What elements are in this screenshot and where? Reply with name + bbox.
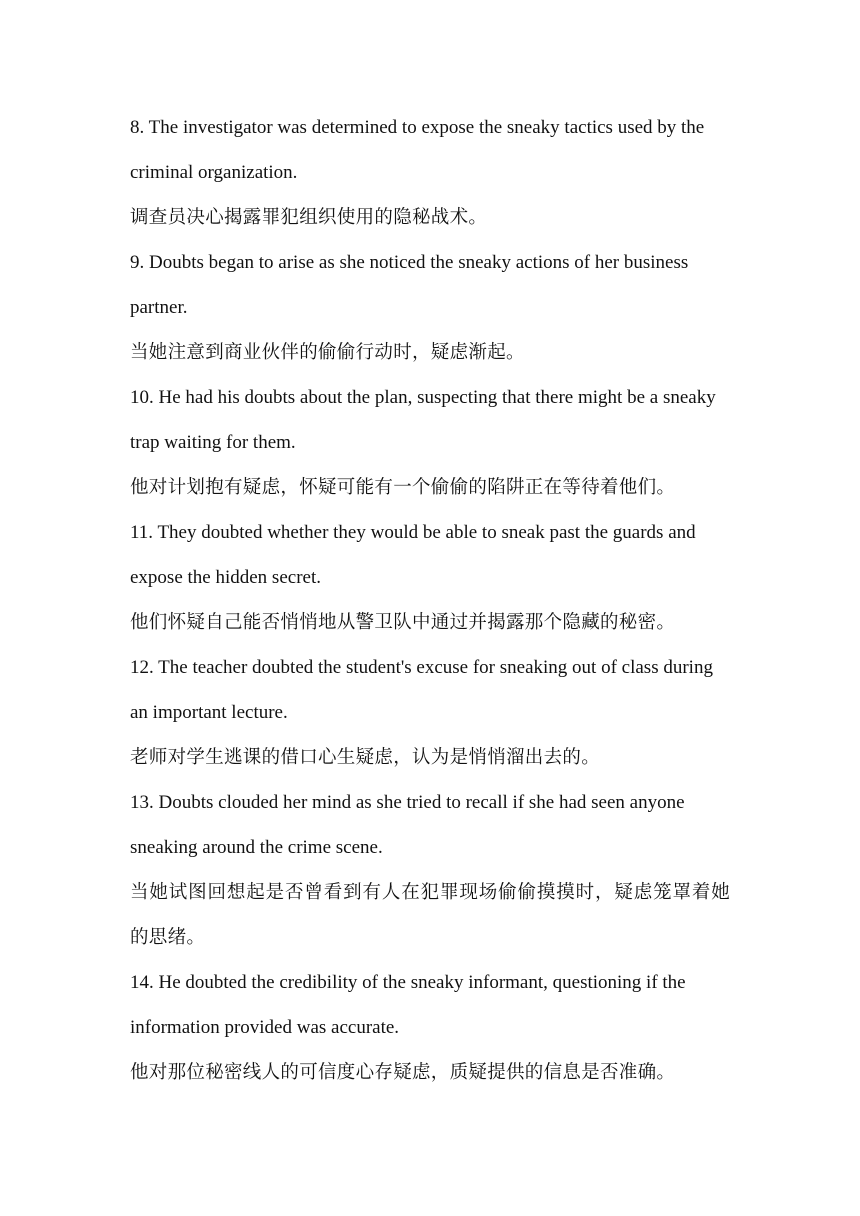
chinese-translation: 当她试图回想起是否曾看到有人在犯罪现场偷偷摸摸时，疑虑笼罩着她的思绪。: [130, 882, 730, 948]
chinese-translation: 他们怀疑自己能否悄悄地从警卫队中通过并揭露那个隐藏的秘密。: [130, 612, 676, 633]
english-sentence: 13. Doubts clouded her mind as she tried to recall if she had seen anyone sneaking around the crime scene.: [130, 792, 685, 858]
chinese-translation: 当她注意到商业伙伴的偷偷行动时，疑虑渐起。: [130, 342, 525, 363]
english-sentence: 11. They doubted whether they would be able to sneak past the guards and expose the hidden secret.: [130, 522, 696, 588]
sentence-entry-13: [130, 780, 730, 960]
sentence-entry-12: [130, 645, 730, 780]
sentence-entry-9: [130, 240, 730, 375]
sentence-entry-8: [130, 105, 730, 240]
chinese-translation: 他对计划抱有疑虑，怀疑可能有一个偷偷的陷阱正在等待着他们。: [130, 477, 676, 498]
chinese-translation: 调查员决心揭露罪犯组织使用的隐秘战术。: [130, 207, 488, 228]
english-sentence: 12. The teacher doubted the student's excuse for sneaking out of class during an important lecture.: [130, 657, 713, 723]
sentence-entry-10: [130, 375, 730, 510]
chinese-translation: 老师对学生逃课的借口心生疑虑，认为是悄悄溜出去的。: [130, 747, 601, 768]
sentence-entry-11: [130, 510, 730, 645]
english-sentence: 14. He doubted the credibility of the sneaky informant, questioning if the information provided was accurate.: [130, 972, 686, 1038]
english-sentence: 8. The investigator was determined to expose the sneaky tactics used by the criminal organization.: [130, 117, 705, 183]
english-sentence: 10. He had his doubts about the plan, suspecting that there might be a sneaky trap waiting for them.: [130, 387, 716, 453]
chinese-translation: 他对那位秘密线人的可信度心存疑虑，质疑提供的信息是否准确。: [130, 1062, 676, 1083]
document-body: [130, 105, 730, 1095]
sentence-entry-14: [130, 960, 730, 1095]
english-sentence: 9. Doubts began to arise as she noticed the sneaky actions of her business partner.: [130, 252, 689, 318]
